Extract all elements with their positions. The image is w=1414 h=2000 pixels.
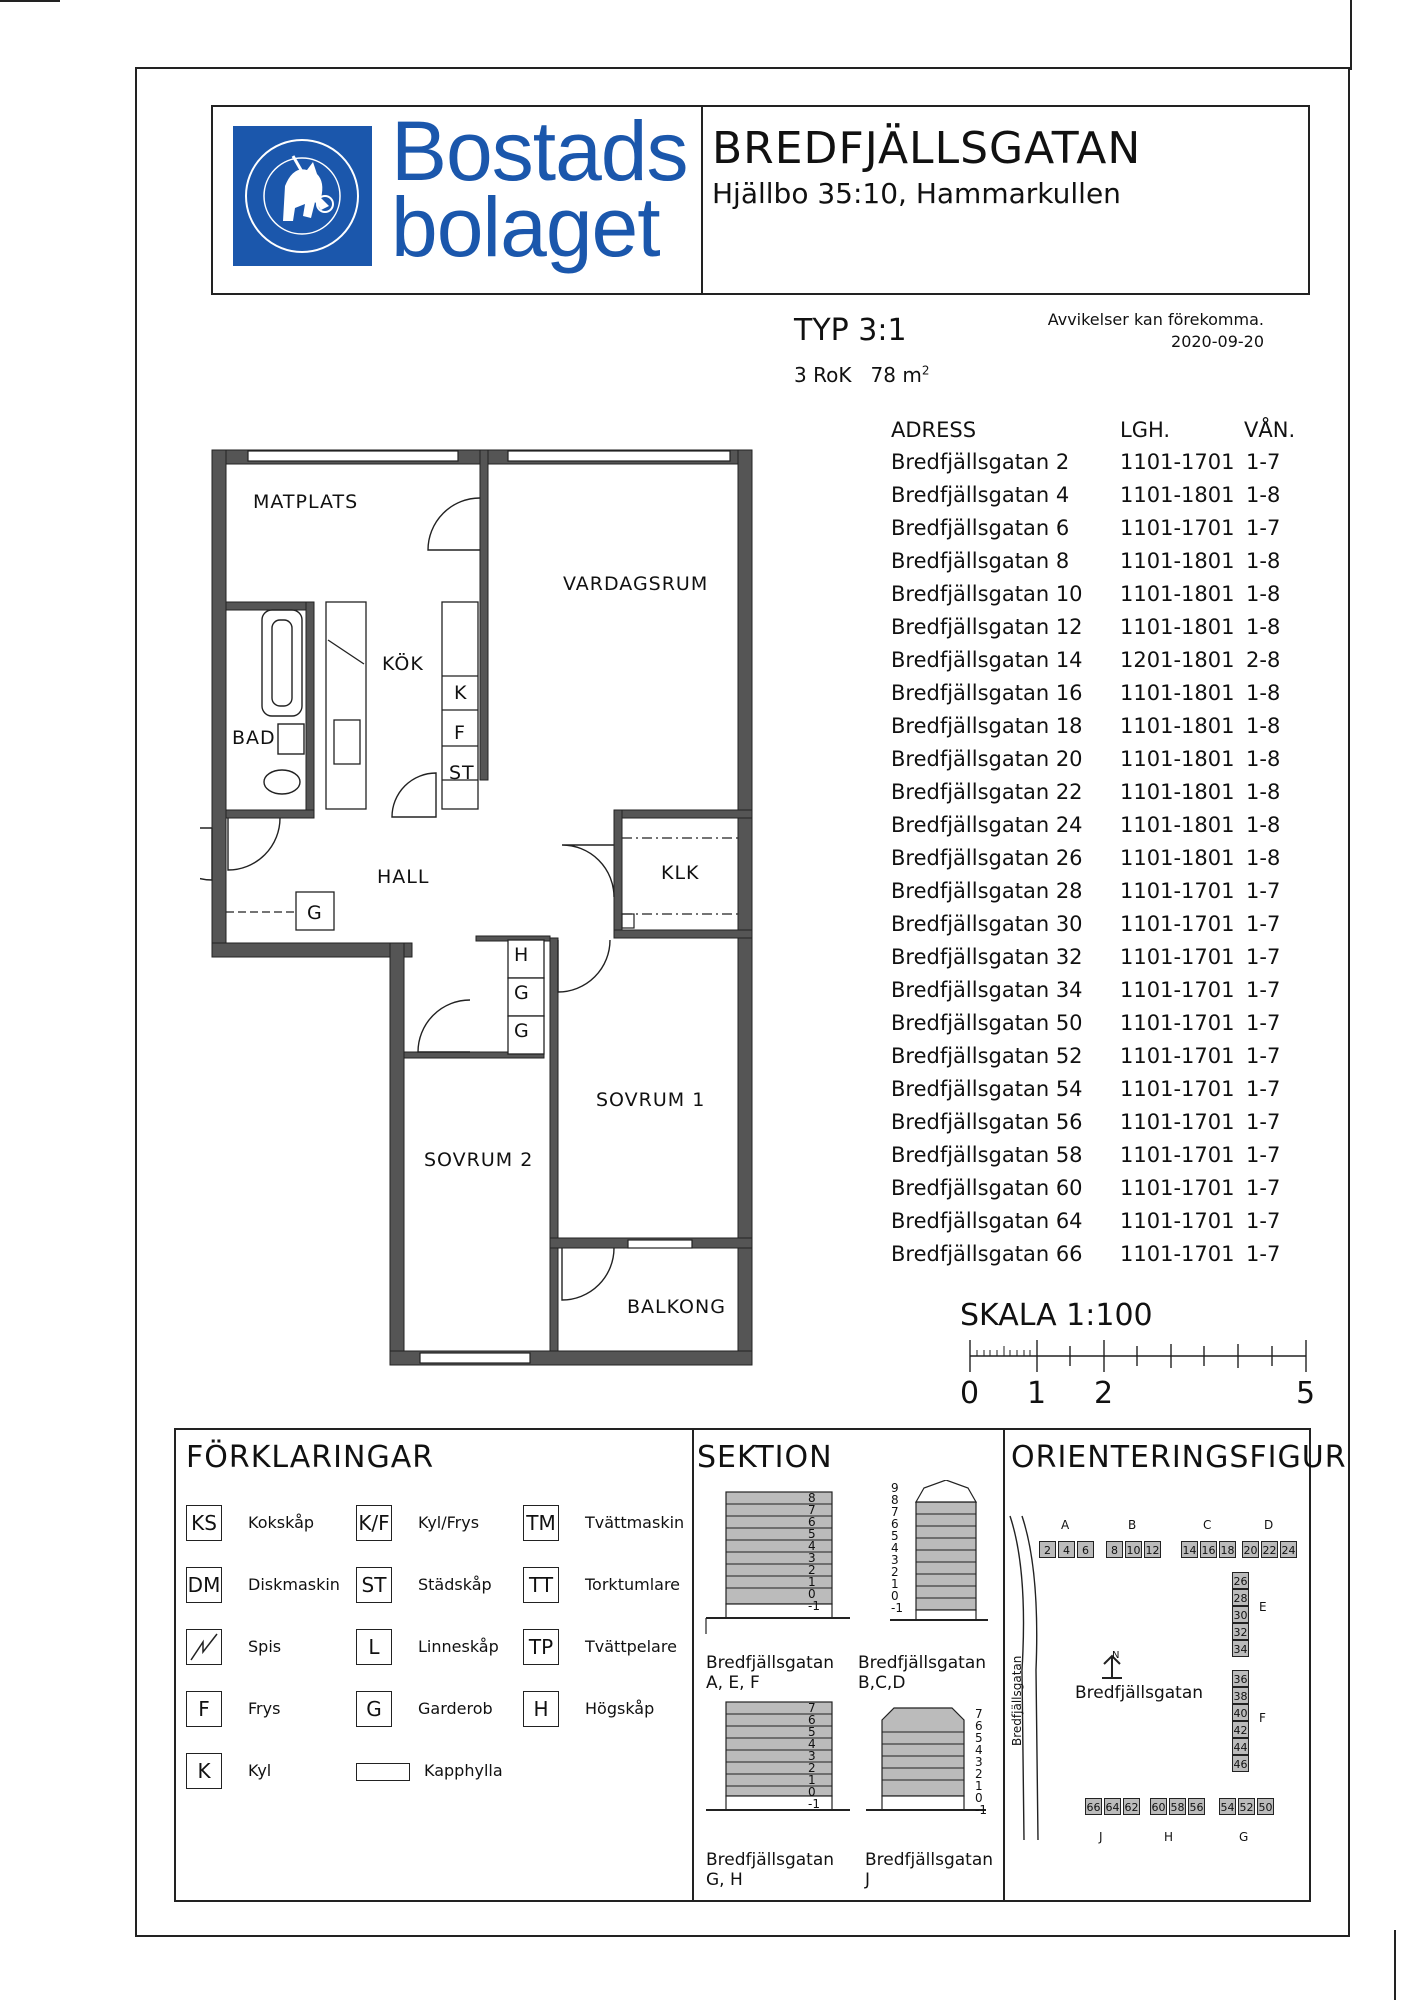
apartment-size bbox=[794, 363, 929, 387]
address-row-apartment-numbers: 1101-1701 bbox=[1120, 1143, 1235, 1167]
legend-code: K/F bbox=[358, 1511, 390, 1535]
section-building-gh bbox=[706, 1702, 850, 1810]
address-row-floors: 1-8 bbox=[1246, 681, 1281, 705]
building-number: 38 bbox=[1232, 1687, 1249, 1704]
floor-number: -1 bbox=[808, 1599, 820, 1613]
floor-number: 7 bbox=[808, 1701, 816, 1715]
building-number: 34 bbox=[1232, 1640, 1249, 1657]
address-row-apartment-numbers: 1101-1801 bbox=[1120, 582, 1235, 606]
street-label: Bredfjällsgatan bbox=[1075, 1683, 1204, 1703]
seal-icon bbox=[233, 126, 372, 266]
caption-street: Bredfjällsgatan bbox=[706, 1850, 835, 1870]
room-count: 3 RoK bbox=[794, 363, 852, 387]
scale-label-5: 5 bbox=[1296, 1376, 1316, 1411]
room-klk: KLK bbox=[661, 862, 700, 884]
area-unit: 2 bbox=[921, 363, 930, 378]
address-row-floors: 1-7 bbox=[1246, 1209, 1281, 1233]
legend-label: Garderob bbox=[418, 1699, 493, 1718]
address-row-floors: 1-8 bbox=[1246, 813, 1281, 837]
legend-label: Torktumlare bbox=[585, 1575, 681, 1594]
area-value: 78 m bbox=[870, 363, 922, 387]
building-number: 22 bbox=[1261, 1541, 1278, 1558]
legend-symbol-tm bbox=[523, 1505, 559, 1541]
address-row-floors: 1-7 bbox=[1246, 516, 1281, 540]
legend-symbol-h bbox=[523, 1691, 559, 1727]
building-number: 12 bbox=[1144, 1541, 1161, 1558]
floor-number: 4 bbox=[891, 1541, 899, 1555]
floor-number: 7 bbox=[891, 1505, 899, 1519]
floor-number: -1 bbox=[808, 1797, 820, 1811]
address-row-address: Bredfjällsgatan 30 bbox=[891, 912, 1083, 936]
address-row-address: Bredfjällsgatan 52 bbox=[891, 1044, 1083, 1068]
legend-label: Tvättpelare bbox=[585, 1637, 677, 1656]
floor-number: 0 bbox=[891, 1589, 899, 1603]
legend-label: Frys bbox=[248, 1699, 281, 1718]
address-row-address: Bredfjällsgatan 12 bbox=[891, 615, 1083, 639]
address-row-address: Bredfjällsgatan 66 bbox=[891, 1242, 1083, 1266]
address-row-apartment-numbers: 1101-1701 bbox=[1120, 1242, 1235, 1266]
title-block bbox=[211, 105, 1310, 295]
floor-number: 7 bbox=[808, 1503, 816, 1517]
building-number: 42 bbox=[1232, 1721, 1249, 1738]
building-number: 44 bbox=[1232, 1738, 1249, 1755]
address-row-apartment-numbers: 1101-1701 bbox=[1120, 1077, 1235, 1101]
address-row-apartment-numbers: 1101-1701 bbox=[1120, 978, 1235, 1002]
address-row-floors: 1-7 bbox=[1246, 1077, 1281, 1101]
address-row-floors: 1-8 bbox=[1246, 846, 1281, 870]
scale-label-0: 0 bbox=[960, 1376, 980, 1411]
building-number: 4 bbox=[1058, 1541, 1075, 1558]
address-row-apartment-numbers: 1101-1701 bbox=[1120, 879, 1235, 903]
building-number: 20 bbox=[1242, 1541, 1259, 1558]
building-number: 26 bbox=[1232, 1572, 1249, 1589]
storage-unit-g1: G bbox=[514, 982, 530, 1004]
address-row-apartment-numbers: 1101-1801 bbox=[1120, 714, 1235, 738]
legend-label: Diskmaskin bbox=[248, 1575, 340, 1594]
address-row-apartment-numbers: 1101-1701 bbox=[1120, 516, 1235, 540]
building-number: 36 bbox=[1232, 1670, 1249, 1687]
address-row-address: Bredfjällsgatan 20 bbox=[891, 747, 1083, 771]
address-row-address: Bredfjällsgatan 4 bbox=[891, 483, 1070, 507]
building-number: 66 bbox=[1085, 1798, 1102, 1815]
address-row-apartment-numbers: 1101-1701 bbox=[1120, 1044, 1235, 1068]
coat-rack-icon bbox=[356, 1763, 410, 1781]
building-number: 58 bbox=[1169, 1798, 1186, 1815]
legend-symbol-st bbox=[356, 1567, 392, 1603]
building-letter: H bbox=[1164, 1830, 1174, 1844]
address-row-floors: 1-8 bbox=[1246, 483, 1281, 507]
legend-label: Högskåp bbox=[585, 1699, 655, 1718]
caption-buildings: G, H bbox=[706, 1870, 743, 1890]
building-number: 30 bbox=[1232, 1606, 1249, 1623]
address-row-apartment-numbers: 1101-1801 bbox=[1120, 615, 1235, 639]
address-row-address: Bredfjällsgatan 8 bbox=[891, 549, 1070, 573]
sovrum-divider-wall bbox=[550, 938, 558, 1238]
room-sovrum-1: SOVRUM 1 bbox=[596, 1089, 706, 1111]
floor-number: 5 bbox=[891, 1529, 899, 1543]
address-row-address: Bredfjällsgatan 6 bbox=[891, 516, 1070, 540]
room-bad: BAD bbox=[232, 727, 276, 749]
street-title: BREDFJÄLLSGATAN bbox=[712, 123, 1142, 174]
building-number: 28 bbox=[1232, 1589, 1249, 1606]
kitchen-counter-left bbox=[326, 602, 366, 809]
legend-label: Spis bbox=[248, 1637, 282, 1656]
caption-buildings: B,C,D bbox=[858, 1673, 906, 1693]
address-row-address: Bredfjällsgatan 24 bbox=[891, 813, 1083, 837]
legend-title: FÖRKLARINGAR bbox=[186, 1440, 435, 1475]
address-row-address: Bredfjällsgatan 2 bbox=[891, 450, 1070, 474]
legend-label: Städskåp bbox=[418, 1575, 492, 1594]
scale-label-1: 1 bbox=[1027, 1376, 1047, 1411]
sovrum1-door-swing bbox=[558, 940, 610, 992]
drawing-date: 2020-09-20 bbox=[1171, 332, 1264, 351]
address-row-address: Bredfjällsgatan 10 bbox=[891, 582, 1083, 606]
legend-code: ST bbox=[361, 1573, 387, 1597]
street-label-vertical: Bredfjällsgatan bbox=[1010, 1655, 1024, 1746]
floor-number: 5 bbox=[975, 1731, 983, 1745]
address-row-apartment-numbers: 1101-1701 bbox=[1120, 1011, 1235, 1035]
floor-number: 5 bbox=[808, 1527, 816, 1541]
address-row-floors: 1-8 bbox=[1246, 714, 1281, 738]
legend-code: TT bbox=[528, 1573, 554, 1597]
building-number: 46 bbox=[1232, 1755, 1249, 1772]
building-number: 10 bbox=[1125, 1541, 1142, 1558]
address-row-floors: 1-7 bbox=[1246, 1110, 1281, 1134]
legend-label: Kapphylla bbox=[424, 1761, 503, 1780]
floor-number: 6 bbox=[808, 1713, 816, 1727]
floor-number: 4 bbox=[808, 1539, 816, 1553]
legend-symbol-k-f bbox=[356, 1505, 392, 1541]
address-row-apartment-numbers: 1101-1701 bbox=[1120, 912, 1235, 936]
building-letter: B bbox=[1128, 1518, 1137, 1532]
floor-number: 1 bbox=[808, 1575, 816, 1589]
kitchen-unit-f: F bbox=[454, 722, 466, 744]
matplats-window bbox=[248, 451, 458, 461]
legend-symbol-g bbox=[356, 1691, 392, 1727]
floor-number: 1 bbox=[891, 1577, 899, 1591]
building-letter: D bbox=[1264, 1518, 1274, 1532]
floor-number: 7 bbox=[975, 1707, 983, 1721]
section-title: SEKTION bbox=[697, 1440, 833, 1475]
address-row-address: Bredfjällsgatan 22 bbox=[891, 780, 1083, 804]
address-row-floors: 1-7 bbox=[1246, 945, 1281, 969]
address-row-floors: 1-7 bbox=[1246, 1242, 1281, 1266]
address-row-floors: 1-7 bbox=[1246, 1176, 1281, 1200]
kitchen-unit-k: K bbox=[454, 682, 468, 704]
kok-vardagsrum-wall bbox=[480, 450, 488, 780]
floor-number: 2 bbox=[808, 1761, 816, 1775]
building-letter: E bbox=[1259, 1600, 1267, 1614]
building-number: 40 bbox=[1232, 1704, 1249, 1721]
building-number: 60 bbox=[1150, 1798, 1167, 1815]
address-row-floors: 1-8 bbox=[1246, 747, 1281, 771]
address-row-address: Bredfjällsgatan 14 bbox=[891, 648, 1083, 672]
header-floors: VÅN. bbox=[1244, 418, 1296, 442]
floor-number: 6 bbox=[975, 1719, 983, 1733]
address-row-floors: 1-8 bbox=[1246, 615, 1281, 639]
section-building-j bbox=[866, 1708, 986, 1810]
building-number: 18 bbox=[1219, 1541, 1236, 1558]
legend-label: Linneskåp bbox=[418, 1637, 499, 1656]
bathtub-icon bbox=[262, 610, 302, 716]
legend-symbol-tt bbox=[523, 1567, 559, 1603]
legend-symbol-ks bbox=[186, 1505, 222, 1541]
address-row-floors: 1-7 bbox=[1246, 1011, 1281, 1035]
scale-bar bbox=[966, 1336, 1310, 1374]
floor-number: 8 bbox=[891, 1493, 899, 1507]
legend-symbol-f bbox=[186, 1691, 222, 1727]
address-row-address: Bredfjällsgatan 26 bbox=[891, 846, 1083, 870]
floor-number: 4 bbox=[975, 1743, 983, 1757]
title-block-divider bbox=[701, 107, 703, 293]
toilet-icon bbox=[264, 770, 300, 794]
balkong-west-wall bbox=[550, 1248, 558, 1351]
building-number: 52 bbox=[1238, 1798, 1255, 1815]
sovrum2-west-wall bbox=[390, 943, 404, 1365]
section-building-aef bbox=[706, 1492, 850, 1634]
address-row-apartment-numbers: 1101-1701 bbox=[1120, 1209, 1235, 1233]
kitchen-unit-st: ST bbox=[449, 762, 475, 784]
klk-meter-box bbox=[622, 914, 634, 928]
sovrum1-window bbox=[628, 1240, 692, 1248]
address-row-apartment-numbers: 1101-1701 bbox=[1120, 945, 1235, 969]
room-kok: KÖK bbox=[382, 653, 424, 675]
caption-street: Bredfjällsgatan bbox=[865, 1850, 994, 1870]
vardagsrum-window bbox=[508, 451, 730, 461]
kok-hall-door-swing bbox=[392, 773, 436, 817]
address-row-apartment-numbers: 1101-1801 bbox=[1120, 813, 1235, 837]
caption-buildings: J bbox=[865, 1870, 871, 1890]
building-letter: G bbox=[1239, 1830, 1249, 1844]
address-row-apartment-numbers: 1101-1801 bbox=[1120, 747, 1235, 771]
disclaimer-block bbox=[1042, 309, 1264, 353]
legend-code: L bbox=[368, 1635, 380, 1659]
room-sovrum-2: SOVRUM 2 bbox=[424, 1149, 534, 1171]
floor-number: 3 bbox=[808, 1551, 816, 1565]
legend-code: F bbox=[198, 1697, 210, 1721]
legend-symbol-l bbox=[356, 1629, 392, 1665]
legend-symbol-dm bbox=[186, 1567, 222, 1603]
floor-number: 0 bbox=[808, 1587, 816, 1601]
address-row-floors: 1-7 bbox=[1246, 1143, 1281, 1167]
address-row-address: Bredfjällsgatan 58 bbox=[891, 1143, 1083, 1167]
room-balkong: BALKONG bbox=[627, 1296, 726, 1318]
address-row-address: Bredfjällsgatan 56 bbox=[891, 1110, 1083, 1134]
property-designation: Hjällbo 35:10, Hammarkullen bbox=[712, 177, 1121, 210]
legend-symbol-k bbox=[186, 1753, 222, 1789]
floor-number: 8 bbox=[808, 1491, 816, 1505]
scale-label-2: 2 bbox=[1094, 1376, 1114, 1411]
address-row-apartment-numbers: 1101-1801 bbox=[1120, 483, 1235, 507]
floor-number: 3 bbox=[808, 1749, 816, 1763]
address-row-apartment-numbers: 1101-1801 bbox=[1120, 549, 1235, 573]
brand-line-1: Bostads bbox=[391, 104, 688, 198]
street-line-inner bbox=[1022, 1516, 1038, 1840]
legend-code: DM bbox=[187, 1573, 221, 1597]
scale-title: SKALA 1:100 bbox=[960, 1298, 1153, 1333]
legend-code: H bbox=[533, 1697, 549, 1721]
legend-code: KS bbox=[191, 1511, 217, 1535]
klk-west-wall bbox=[614, 810, 622, 930]
building-number: 2 bbox=[1039, 1541, 1056, 1558]
sink-icon bbox=[278, 724, 304, 754]
brand-line-2: bolaget bbox=[391, 180, 660, 274]
floor-number: 2 bbox=[808, 1563, 816, 1577]
sovrum2-window bbox=[420, 1353, 530, 1363]
floor-number: 3 bbox=[891, 1553, 899, 1567]
building-number: 62 bbox=[1123, 1798, 1140, 1815]
legend-label: Kyl bbox=[248, 1761, 272, 1780]
legend-symbol-tp bbox=[523, 1629, 559, 1665]
entrance-door-swing bbox=[200, 828, 212, 880]
section-caption-aef bbox=[706, 1653, 834, 1693]
address-row-address: Bredfjällsgatan 50 bbox=[891, 1011, 1083, 1035]
legend-label: Kokskåp bbox=[248, 1513, 315, 1532]
city-seal-logo bbox=[233, 126, 372, 266]
floor-number: 2 bbox=[975, 1767, 983, 1781]
floor-number: 4 bbox=[808, 1737, 816, 1751]
floor-number: 5 bbox=[808, 1725, 816, 1739]
klk-south-wall bbox=[614, 930, 752, 938]
stove-icon bbox=[328, 640, 364, 664]
hall-garderob: G bbox=[307, 902, 323, 924]
building-number: 56 bbox=[1188, 1798, 1205, 1815]
klk-north-wall bbox=[614, 810, 752, 818]
klk-door-swing bbox=[562, 845, 614, 897]
floor-number: -1 bbox=[975, 1803, 987, 1817]
floor-number: 0 bbox=[808, 1785, 816, 1799]
room-hall: HALL bbox=[377, 866, 430, 888]
address-row-apartment-numbers: 1101-1701 bbox=[1120, 1110, 1235, 1134]
address-row-apartment-numbers: 1101-1801 bbox=[1120, 780, 1235, 804]
address-row-floors: 2-8 bbox=[1246, 648, 1281, 672]
floor-number: 6 bbox=[891, 1517, 899, 1531]
address-row-address: Bredfjällsgatan 54 bbox=[891, 1077, 1083, 1101]
bad-door-swing bbox=[228, 818, 280, 870]
building-letter: F bbox=[1259, 1711, 1266, 1725]
section-caption-gh bbox=[706, 1850, 834, 1890]
east-wall bbox=[738, 450, 752, 1365]
address-row-address: Bredfjällsgatan 60 bbox=[891, 1176, 1083, 1200]
panel-divider-2 bbox=[1003, 1430, 1005, 1900]
building-number: 50 bbox=[1257, 1798, 1274, 1815]
address-row-floors: 1-7 bbox=[1246, 1044, 1281, 1068]
north-label: N bbox=[1112, 1650, 1120, 1661]
room-vardagsrum: VARDAGSRUM bbox=[563, 573, 709, 595]
floor-number: -1 bbox=[891, 1601, 903, 1615]
floor-number: 1 bbox=[975, 1779, 983, 1793]
bad-hall-wall bbox=[226, 810, 314, 818]
legend-code: TM bbox=[526, 1511, 556, 1535]
kok-door-swing bbox=[428, 498, 480, 550]
crop-mark-top-left bbox=[0, 0, 60, 2]
building-letter: J bbox=[1099, 1830, 1103, 1844]
building-number: 64 bbox=[1104, 1798, 1121, 1815]
address-row-address: Bredfjällsgatan 34 bbox=[891, 978, 1083, 1002]
address-row-floors: 1-7 bbox=[1246, 450, 1281, 474]
address-row-floors: 1-8 bbox=[1246, 582, 1281, 606]
address-row-address: Bredfjällsgatan 16 bbox=[891, 681, 1083, 705]
header-apartment-numbers: LGH. bbox=[1120, 418, 1171, 442]
address-row-apartment-numbers: 1101-1801 bbox=[1120, 846, 1235, 870]
building-number: 24 bbox=[1280, 1541, 1297, 1558]
storage-unit-g2: G bbox=[514, 1020, 530, 1042]
address-row-address: Bredfjällsgatan 64 bbox=[891, 1209, 1083, 1233]
building-number: 14 bbox=[1181, 1541, 1198, 1558]
sovrum2-door-swing bbox=[418, 1000, 470, 1052]
west-wall bbox=[212, 450, 226, 957]
address-row-floors: 1-7 bbox=[1246, 978, 1281, 1002]
floor-number: 6 bbox=[808, 1515, 816, 1529]
legend-code: K bbox=[197, 1759, 211, 1783]
section-building-bcd bbox=[890, 1480, 988, 1620]
address-row-address: Bredfjällsgatan 28 bbox=[891, 879, 1083, 903]
apartment-type: TYP 3:1 bbox=[794, 313, 907, 348]
floor-number: 9 bbox=[891, 1481, 899, 1495]
brand-wordmark bbox=[391, 104, 688, 274]
floor-number: 2 bbox=[891, 1565, 899, 1579]
address-row-floors: 1-7 bbox=[1246, 912, 1281, 936]
address-row-floors: 1-8 bbox=[1246, 780, 1281, 804]
legend-label: Tvättmaskin bbox=[585, 1513, 685, 1532]
address-row-address: Bredfjällsgatan 18 bbox=[891, 714, 1083, 738]
building-letter: C bbox=[1203, 1518, 1212, 1532]
building-letter: A bbox=[1061, 1518, 1070, 1532]
hall-south-wall bbox=[212, 943, 412, 957]
building-number: 6 bbox=[1077, 1541, 1094, 1558]
legend-code: TP bbox=[528, 1635, 554, 1659]
disclaimer-text: Avvikelser kan förekomma. bbox=[1047, 310, 1264, 329]
address-row-floors: 1-7 bbox=[1246, 879, 1281, 903]
building-number: 54 bbox=[1219, 1798, 1236, 1815]
section-caption-bcd bbox=[858, 1653, 986, 1693]
caption-street: Bredfjällsgatan bbox=[706, 1653, 835, 1673]
bathtub-inner bbox=[272, 620, 292, 706]
floor-number: 1 bbox=[808, 1773, 816, 1787]
crop-mark-top-right bbox=[1350, 0, 1352, 70]
stove-icon bbox=[186, 1629, 222, 1665]
bad-kok-wall bbox=[306, 602, 314, 817]
orientation-title: ORIENTERINGSFIGUR bbox=[1011, 1440, 1347, 1475]
building-number: 32 bbox=[1232, 1623, 1249, 1640]
address-row-apartment-numbers: 1101-1801 bbox=[1120, 681, 1235, 705]
address-row-floors: 1-8 bbox=[1246, 549, 1281, 573]
address-row-apartment-numbers: 1201-1801 bbox=[1120, 648, 1235, 672]
section-caption-j bbox=[865, 1850, 993, 1890]
building-number: 8 bbox=[1106, 1541, 1123, 1558]
storage-unit-h: H bbox=[514, 944, 530, 966]
balkong-door-swing bbox=[562, 1248, 614, 1300]
crop-mark-bottom-right bbox=[1394, 1930, 1396, 2000]
address-row-apartment-numbers: 1101-1701 bbox=[1120, 1176, 1235, 1200]
floor-number: 0 bbox=[975, 1791, 983, 1805]
matplats-bad-wall bbox=[226, 602, 310, 610]
header-address: ADRESS bbox=[891, 418, 977, 442]
legend-code: G bbox=[366, 1697, 382, 1721]
address-row-apartment-numbers: 1101-1701 bbox=[1120, 450, 1235, 474]
caption-street: Bredfjällsgatan bbox=[858, 1653, 987, 1673]
address-row-address: Bredfjällsgatan 32 bbox=[891, 945, 1083, 969]
legend-label: Kyl/Frys bbox=[418, 1513, 480, 1532]
floor-number: 3 bbox=[975, 1755, 983, 1769]
room-matplats: MATPLATS bbox=[253, 491, 359, 513]
building-number: 16 bbox=[1200, 1541, 1217, 1558]
kitchen-sink-icon bbox=[334, 720, 360, 764]
caption-buildings: A, E, F bbox=[706, 1673, 760, 1693]
